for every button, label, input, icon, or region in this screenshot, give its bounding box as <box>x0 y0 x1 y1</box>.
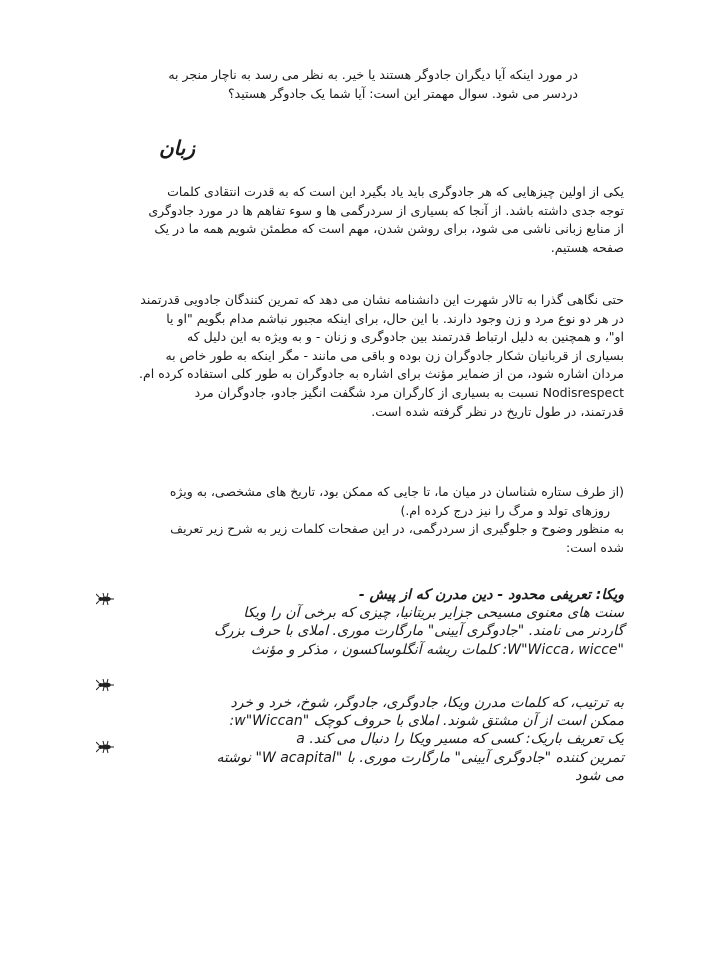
definition-wicca <box>124 586 624 659</box>
paragraph-line: مردان اشاره شود، من از ضمایر مؤنث برای اشاره به جادوگران به طور کلی استفاده کرده ام. <box>139 366 624 382</box>
paragraph-line: توجه جدی داشته باشد. از آنجا که بسیاری از سردرگمی ها و سوء تفاهم ها در مورد جادوگری <box>148 202 624 218</box>
paragraph-1 <box>84 183 624 257</box>
paragraph-line: Nodisrespect نسبت به بسیاری از کارگران مرد شگفت انگیز جادو، جادوگران مرد <box>194 384 624 400</box>
paragraph-line: به منظور وضوح و جلوگیری از سردرگمی، در این صفحات کلمات زیر به شرح زیر تعریف <box>170 521 624 537</box>
paragraph-line: حتی نگاهی گذرا به تالار شهرت این دانشنامه نشان می دهد که تمرین کنندگان جادویی قدرتمند <box>140 292 624 307</box>
definition-line: یک تعریف باریک: کسی که مسیر ویکا را دنبال می کند. a <box>296 731 624 748</box>
bug-bullet-icon <box>96 592 114 606</box>
section-heading: زبان <box>158 136 195 160</box>
definition-line: تمرین کننده "جادوگری آیینی" مارگارت موری. با "W acapital" نوشته <box>216 749 624 766</box>
paragraph-3 <box>84 483 624 557</box>
definition-title: ویکا: تعریفی محدود - دین مدرن که از پیش - <box>358 587 624 603</box>
paragraph-line: شده است: <box>566 539 624 555</box>
paragraph-line: صفحه هستیم. <box>550 239 624 255</box>
bug-bullet-icon <box>96 678 114 692</box>
paragraph-line: او"، و همچنین به دلیل ارتباط قدرتمند بین جادوگری و زنان - و به ویژه به این دلیل که <box>186 329 624 345</box>
intro-line: دردسر می شود. سوال مهمتر این است: آیا شما یک جادوگر هستید؟ <box>228 85 578 101</box>
paragraph-line: در هر دو نوع مرد و زن وجود دارند. با این حال، برای اینکه مجبور نباشم مدام بگویم "او یا <box>166 310 624 326</box>
definition-line: می شود <box>575 767 624 784</box>
paragraph-line: (از طرف ستاره شناسان در میان ما، تا جایی که ممکن بود، تاریخ های مشخصی، به ویژه <box>169 484 624 499</box>
definition-line: گاردنر می نامند. "جادوگری آیینی" مارگارت موری. املای با حرف بزرگ <box>214 623 624 640</box>
definition-line: "W"Wicca، wicce: کلمات ریشه آنگلوساکسون ، مذکر و مؤنث <box>250 641 624 658</box>
paragraph-2 <box>84 291 624 421</box>
paragraph-line: بسیاری از قربانیان شکار جادوگران زن بوده و باقی می مانند - مگر اینکه به طور خاص به <box>165 347 624 363</box>
definition-line: به ترتیب، که کلمات مدرن ویکا، جادوگری، جادوگر، شوخ، خرد و خرد <box>230 695 624 711</box>
definition-wiccan <box>104 694 624 785</box>
paragraph-line: قدرتمند، در طول تاریخ در نظر گرفته شده است. <box>371 403 624 419</box>
intro-paragraph <box>108 66 578 103</box>
definition-line: ممکن است از آن مشتق شوند. املای با حروف کوچک "w"Wiccan: <box>229 713 624 730</box>
intro-line: در مورد اینکه آیا دیگران جادوگر هستند یا خیر. به نظر می رسد به ناچار منجر به <box>168 67 578 82</box>
definition-line: سنت های معنوی مسیحی جزایر بریتانیا، چیزی که برخی آن را ویکا <box>243 605 624 622</box>
paragraph-line: یکی از اولین چیزهایی که هر جادوگری باید یاد بگیرد این است که به قدرت انتقادی کلمات <box>167 184 624 199</box>
paragraph-line: روزهای تولد و مرگ را نیز درج کرده ام.) <box>400 502 610 518</box>
paragraph-line: از منابع زبانی ناشی می شود، برای روشن شدن، مهم است که مطمئن شویم همه ما در یک <box>154 221 624 237</box>
